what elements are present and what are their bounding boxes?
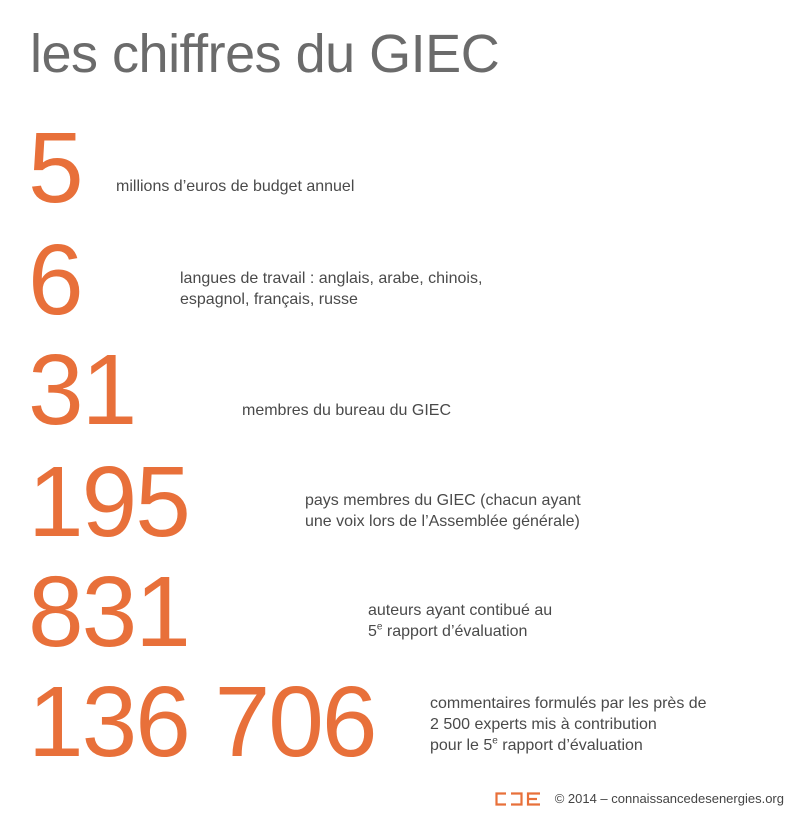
stat-description-line: auteurs ayant contibué au	[368, 602, 553, 619]
stat-description	[368, 600, 552, 642]
stat-number: 195	[28, 446, 189, 558]
stat-description	[305, 490, 581, 532]
stat-description-line: langues de travail : anglais, arabe, chinois,	[180, 270, 483, 287]
footer	[495, 791, 784, 806]
stat-description	[242, 400, 451, 421]
page-title: les chiffres du GIEC	[30, 24, 500, 84]
stat-description-line: espagnol, français, russe	[180, 291, 358, 308]
stat-description-line: une voix lors de l’Assemblée générale)	[305, 513, 580, 530]
stat-number: 31	[28, 334, 136, 446]
stat-description	[116, 176, 354, 197]
cde-logo-icon	[495, 792, 541, 806]
stat-description-line: 2 500 experts mis à contribution	[430, 716, 657, 733]
stat-description-line: pour le 5e rapport d’évaluation	[430, 735, 643, 754]
stat-number: 831	[28, 556, 189, 668]
stat-description-line: pays membres du GIEC (chacun ayant	[305, 492, 581, 509]
stat-number: 136 706	[28, 666, 376, 778]
copyright-text: © 2014 – connaissancedesenergies.org	[554, 791, 784, 806]
stat-number: 6	[28, 224, 82, 336]
stat-description-line: membres du bureau du GIEC	[242, 402, 451, 419]
stat-description-line: commentaires formulés par les près de	[430, 695, 707, 712]
stat-number: 5	[28, 112, 82, 224]
stat-description-line: 5e rapport d’évaluation	[368, 621, 528, 640]
stat-description-line: millions d’euros de budget annuel	[116, 178, 355, 195]
stat-description	[180, 268, 482, 310]
stat-description	[430, 693, 707, 756]
